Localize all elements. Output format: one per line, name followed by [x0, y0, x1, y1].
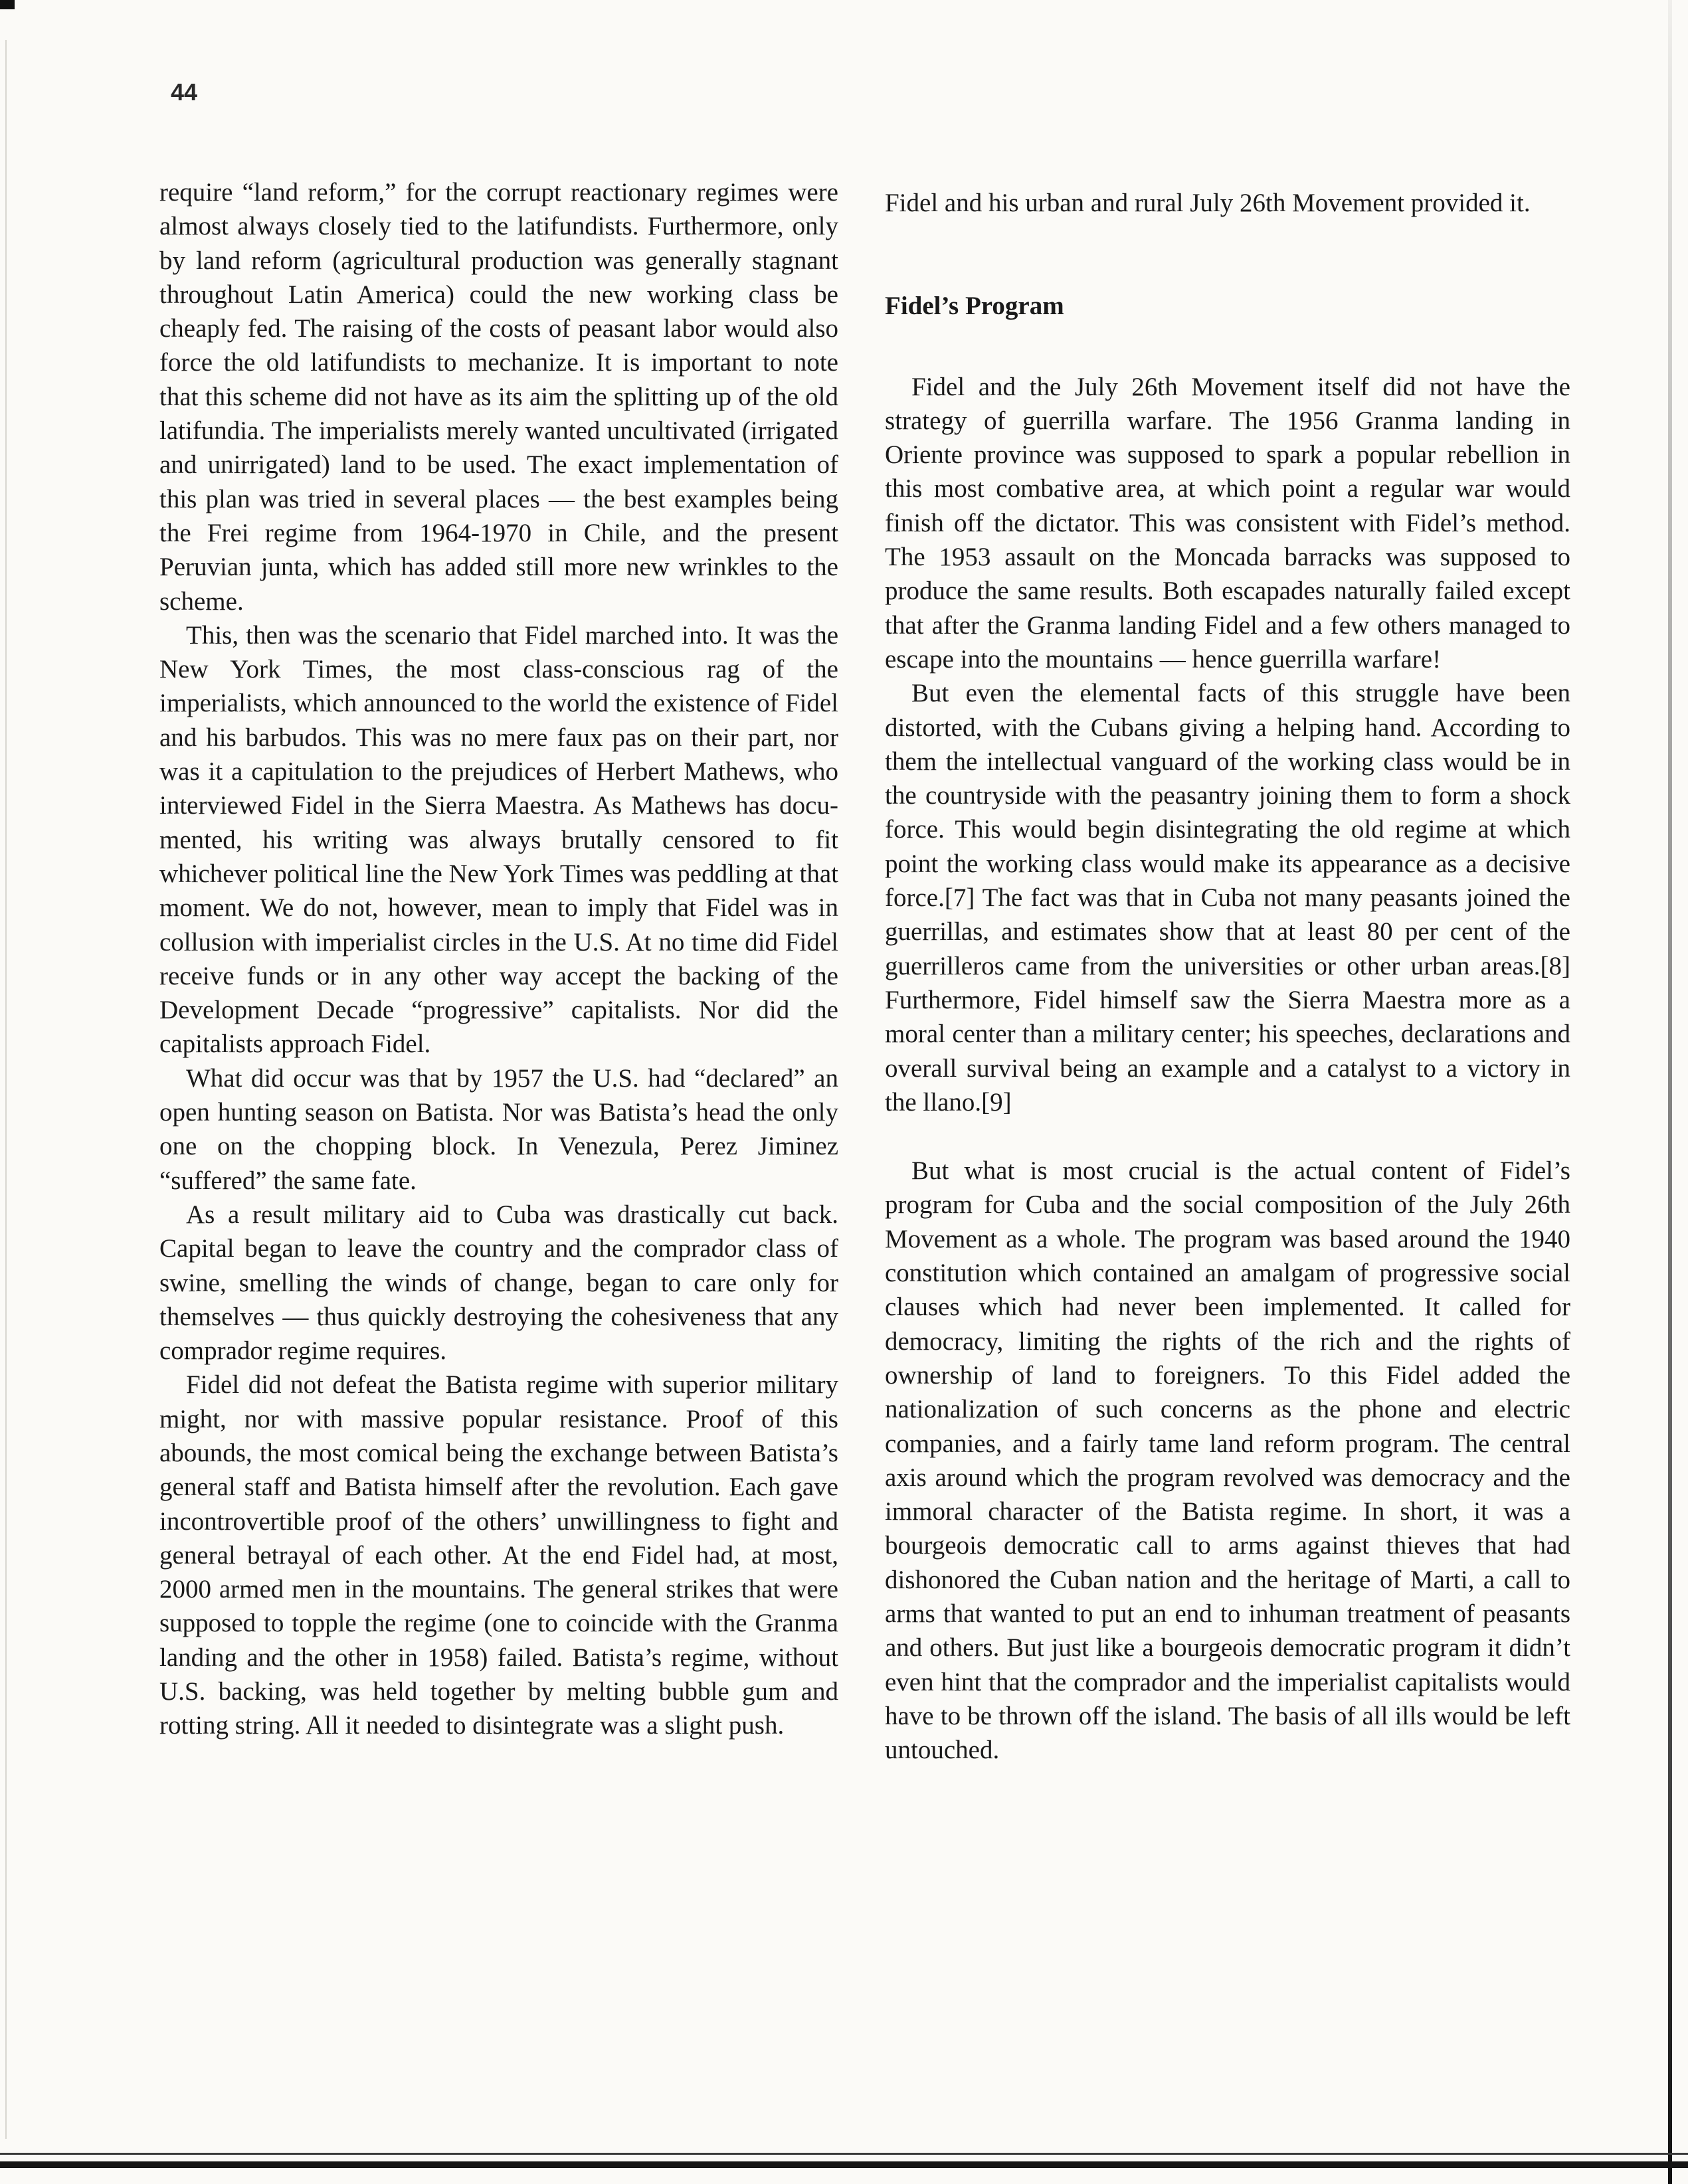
right-paragraph-1: Fidel and the July 26th Movement itself did not have the strategy of guerrilla warfare. The 1956 Granma landing in Oriente province was supposed to spark a popular rebellion in this most combative area, at which point a regular war would finish off the dictator. This was consistent with Fidel’s method. The 1953 assault on the Moncada barracks was supposed to produce the same results. Both escapades naturally failed except that after the Granma landing Fidel and a few others managed to escape into the mountains — hence guerrilla warfare! — [885, 372, 1570, 674]
bottom-scan-line-thin — [0, 2153, 1688, 2155]
page-number: 44 — [171, 78, 198, 106]
paragraph-gap — [885, 1119, 1570, 1154]
left-paragraph-3: What did occur was that by 1957 the U.S. had “declared” an open hunting season on Batista. Nor was Batista’s head the only one on the chopping block. In Venezula, Perez Jiminez “suffered” the same fate. — [159, 1063, 838, 1195]
left-column — [159, 175, 838, 1743]
right-column — [885, 186, 1570, 1767]
page-edge-left — [5, 40, 7, 2139]
left-paragraph-4: As a result military aid to Cuba was drastically cut back. Capital began to leave the country and the comprador class of swine, smelling the winds of change, began to care only for themselves — thus quickly destroying the cohesiveness that any comprador regime requires. — [159, 1200, 838, 1366]
right-paragraph-3: But what is most crucial is the actual content of Fidel’s program for Cuba and the social composition of the July 26th Movement as a whole. The program was based around the 1940 constitution which contained an amalgam of progressive social clauses which had never been implemented. It called for democracy, limiting the rights of the rich and the rights of ownership of land to foreigners. To this Fidel added the nationalization of such concerns as the phone and electric companies, and a fairly tame land reform program. The central axis around which the program revolved was democracy and the immoral character of the Batista regime. In short, it was a bourgeois democratic call to arms against thieves that had dishonored the Cuban nation and the heritage of Marti, a call to arms that wanted to put an end to inhuman treatment of peasants and others. But just like a bourgeois democratic program it didn’t even hint that the comprador and the imperialist capitalists would have to be thrown off the island. The basis of all ills would be left untouched. — [885, 1156, 1570, 1765]
right-intro-paragraph: Fidel and his urban and rural July 26th Movement provided it. — [885, 189, 1531, 217]
left-paragraph-1: require “land reform,” for the corrupt reactionary regimes were almost always closely tied to the latifundists. Furthermore, only by land reform (agricultural production was generally stagnant throughout Latin America) could the new working class be cheaply fed. The raising of the costs of peasant labor would also force the old latifundists to mechanize. It is important to note that this scheme did not have as its aim the splitting up of the old latifundia. The imperialists merely wanted uncultivated (irrigated and unirrigated) land to be used. The exact implementation of this plan was tried in several places — the best examples being the Frei regime from 1964-1970 in Chile, and the present Peruvian junta, which has added still more new wrinkles to the scheme. — [159, 178, 838, 616]
scan-corner-mark — [0, 0, 15, 9]
left-paragraph-5: Fidel did not defeat the Batista regime with superior military might, nor with massive popular resistance. Proof of this abounds, the most comical being the exchange between Batista’s general staff and Batista himself after the revolution. Each gave incontrovertible proof of the others’ unwillingness to fight and general betrayal of each other. At the end Fidel had, at most, 2000 armed men in the mountains. The general strikes that were supposed to topple the regime (one to coincide with the Granma landing and the other in 1958) failed. Batista’s regime, without U.S. backing, was held together by melting bubble gum and rotting string. All it needed to disintegrate was a slight push. — [159, 1370, 838, 1740]
left-paragraph-2: This, then was the scenario that Fidel marched into. It was the New York Times, the most class-conscious rag of the imperialists, which announced to the world the existence of Fidel and his barbudos. This was no mere faux pas on their part, nor was it a capitulation to the prejudices of Herbert Mathews, who interviewed Fidel in the Sierra Maestra. As Mathews has documented, his writing was always brutally censored to fit whichever political line the New York Times was peddling at that moment. We do not, however, mean to imply that Fidel was in collusion with imperialist circles in the U.S. At no time did Fidel receive funds or in any other way accept the backing of the Development Decade “progressive” capitalists. Nor did the capitalists approach Fidel. — [159, 620, 838, 1059]
page-edge-right — [1668, 0, 1672, 2184]
right-paragraph-2: But even the elemental facts of this struggle have been distorted, with the Cubans giving a helping hand. According to them the intellectual vanguard of the working class would be in the countryside with the peasantry joining them to form a shock force. This would begin disintegrating the old regime at which point the working class would make its appearance as a decisive force.[7] The fact was that in Cuba not many peasants joined the guerrillas, and estimates show that at least 80 per cent of the guerrilleros came from the universities or other urban areas.[8] Furthermore, Fidel himself saw the Sierra Maestra more as a moral center than a military center; his speeches, declarations and overall survival being an example and a catalyst to a victory in the llano.[9] — [885, 679, 1570, 1117]
bottom-scan-line — [0, 2161, 1688, 2168]
section-heading: Fidel’s Program — [885, 292, 1064, 321]
